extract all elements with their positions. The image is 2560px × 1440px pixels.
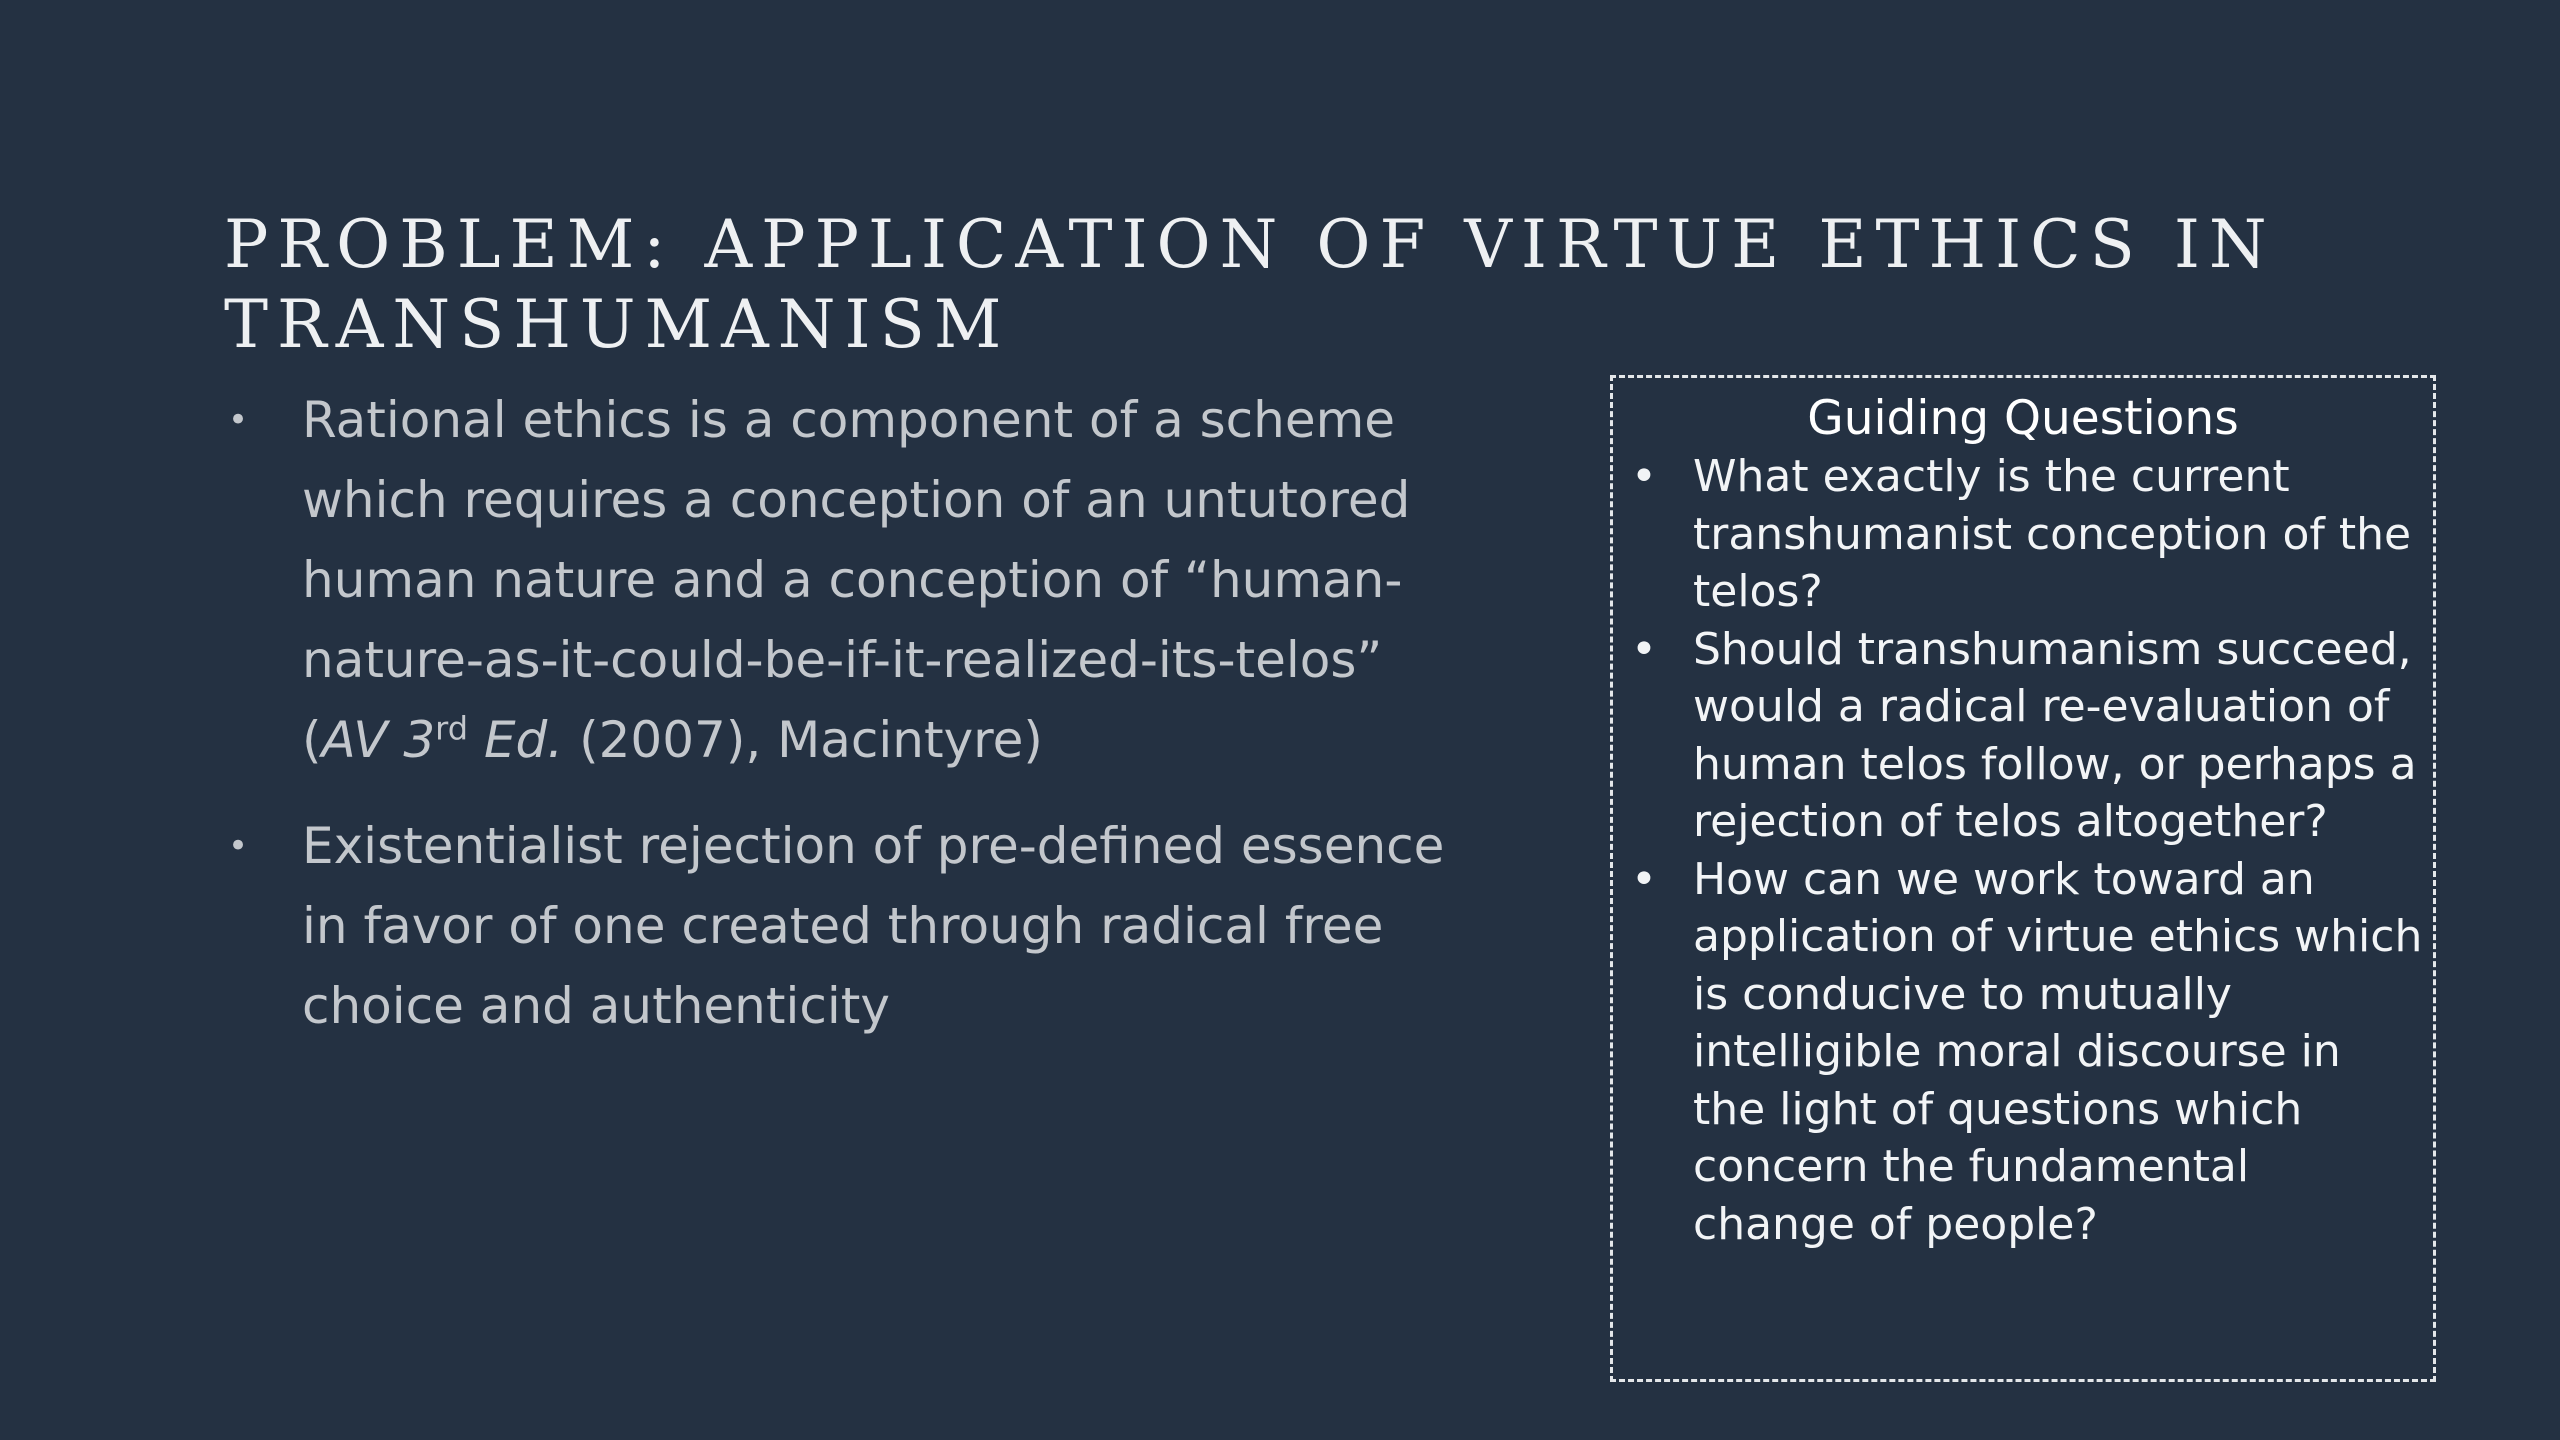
list-item — [1613, 621, 2423, 851]
bullet-icon: • — [1631, 451, 1657, 502]
list-item — [224, 806, 1454, 1046]
bullet-icon: • — [1631, 853, 1657, 905]
question-text: Should transhumanism succeed, would a radical re-evaluation of human telos follow, or perhaps a rejection of telos altogether? — [1693, 623, 2417, 847]
bullet-text: Rational ethics is a component of a scheme which requires a conception of an untutored human nature and a conception of “human-nature-as-it-could-be-if-it-realized-its-telos” ( — [302, 391, 1411, 769]
bullet-text: Existentialist rejection of pre-defined essence in favor of one created through radical free choice and authenticity — [302, 817, 1445, 1035]
citation-superscript: rd — [435, 709, 469, 748]
bullet-icon: • — [228, 400, 249, 440]
guiding-questions-title: Guiding Questions — [1807, 391, 2239, 446]
guiding-questions-list — [1613, 448, 2433, 1253]
slide-title: PROBLEM: APPLICATION OF VIRTUE ETHICS IN TRANSHUMANISM — [224, 206, 2276, 363]
bullet-icon: • — [228, 826, 249, 866]
list-item — [1613, 851, 2423, 1254]
guiding-questions-box — [1610, 375, 2436, 1382]
citation-italic: AV 3 — [321, 711, 436, 769]
citation-tail: (2007), Macintyre) — [563, 711, 1043, 769]
citation-italic-edition: Ed. — [468, 711, 564, 769]
bullet-icon: • — [1631, 623, 1657, 675]
list-item — [224, 380, 1454, 780]
list-item — [1613, 448, 2423, 621]
question-text: What exactly is the current transhumanist conception of the telos? — [1693, 451, 2412, 617]
question-text: How can we work toward an application of virtue ethics which is conducive to mutually intelligible moral discourse in the light of questions which concern the fundamental change of people? — [1693, 853, 2423, 1250]
main-bullet-list — [224, 380, 1454, 1072]
